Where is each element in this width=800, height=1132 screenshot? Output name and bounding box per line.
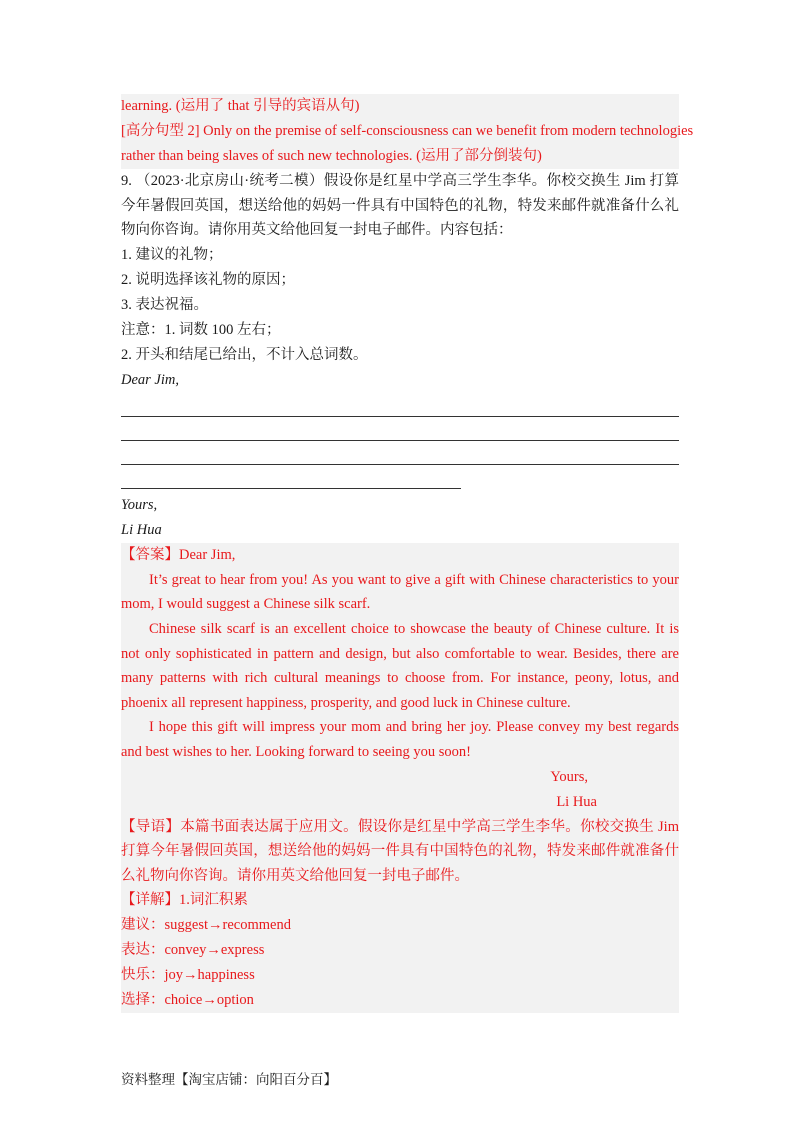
question-note: 2. 开头和结尾已给出，不计入总词数。 <box>121 346 368 363</box>
detail-title: 【详解】1.词汇积累 <box>121 892 248 909</box>
answer-block <box>121 543 679 1014</box>
answer-label: 【答案】Dear Jim, <box>121 546 236 563</box>
question-paragraph: 9. （2023·北京房山·统考二模）假设你是红星中学高三学生李华。你校交换生 Jim 打算今年暑假回英国，想送给他的妈妈一件具有中国特色的礼物，特发来邮件就准备什么礼物向你咨询。请你用英文给他回复一封电子邮件。内容包括： <box>121 173 679 239</box>
question-note: 注意：1. 词数 100 左右； <box>121 321 281 338</box>
writing-line <box>121 393 679 417</box>
top-answer-block <box>121 94 694 169</box>
closing: Yours, <box>121 496 158 513</box>
writing-line <box>121 465 461 489</box>
question-item: 3. 表达祝福。 <box>121 296 208 313</box>
vocab-item: 快乐：joy→happiness <box>121 967 255 984</box>
answer-paragraph: It’s great to hear from you! As you want to give a gift with Chinese characteristics to your mom, I would suggest a Chinese silk scarf. <box>121 571 679 613</box>
writing-line <box>121 417 679 441</box>
text-line: learning. (运用了 that 引导的宾语从句) <box>121 98 360 114</box>
guide-paragraph: 【导语】本篇书面表达属于应用文。假设你是红星中学高三学生李华。你校交换生 Jim 打算今年暑假回英国，想送给他的妈妈一件具有中国特色的礼物，特发来邮件就准备什么礼物向你咨询。请你用英文给他回复一封电子邮件。 <box>121 818 679 884</box>
text-line: [高分句型 2] Only on the premise of self-consciousness can we benefit from modern technologies <box>121 123 694 139</box>
answer-paragraph: I hope this gift will impress your mom and bring her joy. Please convey my best regards and best wishes to her. Looking forward to seeing you soon! <box>121 719 679 760</box>
document-page <box>121 94 694 1013</box>
question-block <box>121 169 679 543</box>
signature: Li Hua <box>121 521 162 538</box>
answer-signature: Li Hua <box>556 793 597 810</box>
question-item: 2. 说明选择该礼物的原因； <box>121 271 295 288</box>
text-line: rather than being slaves of such new technologies. (运用了部分倒装句) <box>121 148 542 164</box>
vocab-item: 选择：choice→option <box>121 992 254 1009</box>
salutation: Dear Jim, <box>121 371 179 388</box>
vocab-item: 表达：convey→express <box>121 942 265 959</box>
vocab-item: 建议：suggest→recommend <box>121 917 291 934</box>
question-item: 1. 建议的礼物； <box>121 246 223 263</box>
answer-paragraph: Chinese silk scarf is an excellent choice to showcase the beauty of Chinese culture. It is not only sophisticated in pattern and design, but also comfortable to wear. Besides, there are many patterns with rich cultural meanings to choose from. For instance, peony, lotus, and phoenix all represent happiness, prosperity, and good luck in Chinese culture. <box>121 620 679 711</box>
writing-line <box>121 441 679 465</box>
answer-closing: Yours, <box>550 768 588 785</box>
page-footer: 资料整理【淘宝店铺：向阳百分百】 <box>121 1072 337 1087</box>
